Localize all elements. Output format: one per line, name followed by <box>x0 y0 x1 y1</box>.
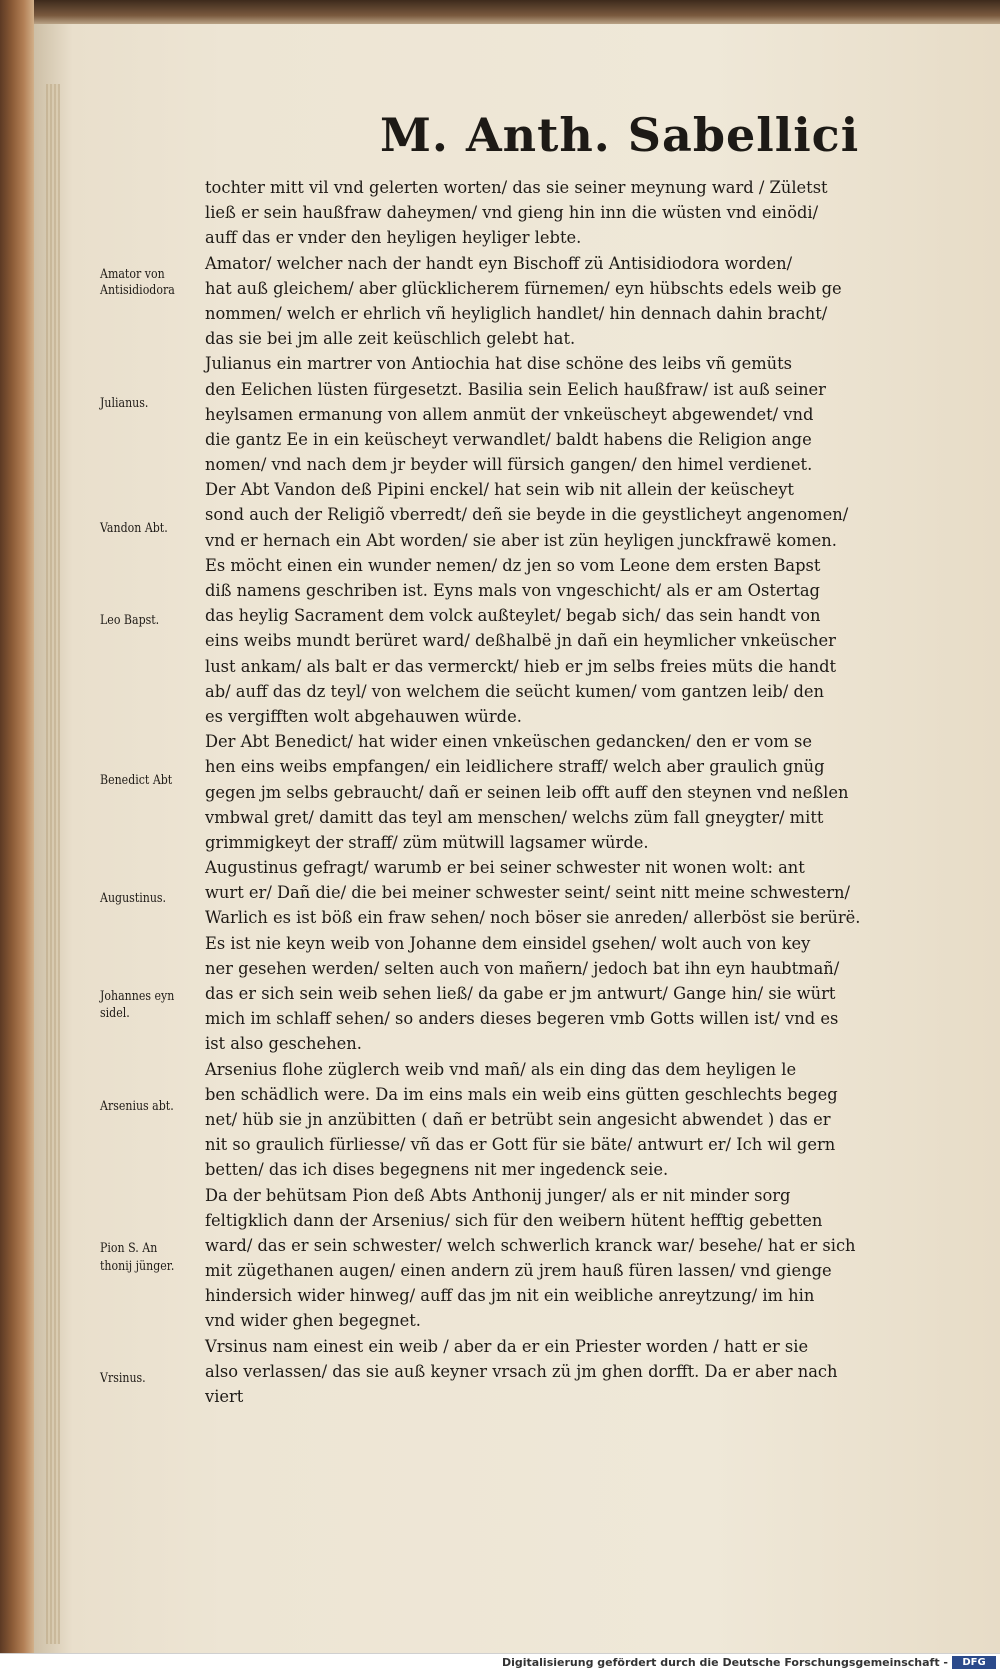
margin-note: Vrsinus. <box>100 1371 146 1386</box>
text-line: den Eelichen lüsten fürgesetzt. Basilia sein Eelich haußfraw/ ist auß seiner <box>205 379 826 399</box>
text-line: gegen jm selbs gebraucht/ dañ er seinen leib offt auff den steynen vnd neßlen <box>205 782 849 802</box>
dfg-logo: DFG <box>952 1656 996 1669</box>
funding-credit: Digitalisierung gefördert durch die Deutsche Forschungsgemeinschaft - <box>501 1656 948 1669</box>
margin-note: Antisidiodora <box>100 283 175 298</box>
text-line: betten/ das ich dises begegnens nit mer ingedenck seie. <box>205 1160 669 1180</box>
text-line: das er sich sein weib sehen ließ/ da gabe er jm antwurt/ Gange hin/ sie würt <box>205 984 836 1003</box>
text-line: nit so graulich fürliesse/ vñ das er Gott für sie bäte/ antwurt er/ Ich wil gern <box>205 1135 836 1155</box>
text-line: Da der behütsam Pion deß Abts Anthonij junger/ als er nit minder sorg <box>205 1185 791 1205</box>
text-line: Vrsinus nam einest ein weib / aber da er ein Priester worden / hatt er sie <box>205 1336 809 1356</box>
text-line: hindersich wider hinweg/ auff das jm nit ein weibliche anreytzung/ im hin <box>205 1286 815 1306</box>
margin-note: sidel. <box>100 1006 130 1021</box>
text-line: vnd wider ghen begegnet. <box>205 1311 421 1331</box>
text-line: Der Abt Vandon deß Pipini enckel/ hat sein wib nit allein der keüscheyt <box>205 480 794 500</box>
margin-note: Benedict Abt <box>100 773 173 788</box>
text-line: net/ hüb sie jn anzübitten ( dañ er betrübt sein angesicht abwendet ) das er <box>205 1109 831 1129</box>
margin-note: Julianus. <box>100 396 149 411</box>
text-line: auff das er vnder den heyligen heyliger lebte. <box>205 228 582 248</box>
text-line: ab/ auff das dz teyl/ von welchem die seücht kumen/ vom gantzen leib/ den <box>205 681 825 701</box>
text-line: heylsamen ermanung von allem anmüt der vnkeüscheyt abgewendet/ vnd <box>205 404 814 424</box>
text-line: Der Abt Benedict/ hat wider einen vnkeüschen gedancken/ den er vom se <box>205 732 812 752</box>
text-line: diß namens geschriben ist. Eyns mals von vngeschicht/ als er am Ostertag <box>205 581 820 600</box>
text-line: nomen/ vnd nach dem jr beyder will fürsich gangen/ den himel verdienet. <box>205 455 813 475</box>
body-text <box>205 175 915 1409</box>
text-line: hat auß gleichem/ aber glücklicherem fürnemen/ eyn hübschts edels weib ge <box>205 278 842 298</box>
text-line: Amator/ welcher nach der handt eyn Bischoff zü Antisidiodora worden/ <box>205 253 793 273</box>
text-line: wurt er/ Dañ die/ die bei meiner schwester seint/ seint nitt meine schwestern/ <box>205 883 851 903</box>
text-line: tochter mitt vil vnd gelerten worten/ das sie seiner meynung ward / Zületst <box>205 178 828 197</box>
text-line: mit zügethanen augen/ einen andern zü jrem hauß füren lassen/ vnd gienge <box>205 1261 832 1281</box>
text-line: die gantz Ee in ein keüscheyt verwandlet/ baldt habens die Religion ange <box>205 429 812 449</box>
text-line: viert <box>205 1387 244 1406</box>
text-line: ner gesehen werden/ selten auch von mañern/ jedoch bat ihn eyn haubtmañ/ <box>205 958 840 978</box>
margin-note: Pion S. An <box>100 1241 158 1256</box>
text-line: sond auch der Religiõ vberredt/ deñ sie beyde in die geystlicheyt angenomen/ <box>205 505 849 525</box>
margin-note: Leo Bapst. <box>100 613 160 628</box>
text-line: ben schädlich were. Da im eins mals ein weib eins gütten geschlechts begeg <box>205 1084 838 1104</box>
text-line: vnd er hernach ein Abt worden/ sie aber ist zün heyligen junckfrawë komen. <box>205 530 837 550</box>
margin-note: Augustinus. <box>100 891 167 906</box>
book-spine-edge <box>0 0 34 1672</box>
margin-note: Arsenius abt. <box>100 1099 174 1114</box>
text-line: Es möcht einen ein wunder nemen/ dz jen so vom Leone dem ersten Bapst <box>205 555 821 575</box>
margin-note: Vandon Abt. <box>100 521 168 536</box>
margin-note: Amator von <box>100 267 165 282</box>
digitization-footer <box>0 1653 1000 1672</box>
running-title: M. Anth. Sabellici <box>380 108 860 162</box>
text-line: Augustinus gefragt/ warumb er bei seiner schwester nit wonen wolt: ant <box>205 858 805 878</box>
text-line: vmbwal gret/ damitt das teyl am menschen/ welchs züm fall gneygter/ mitt <box>205 807 824 827</box>
book-top-edge <box>0 0 1000 26</box>
text-line: hen eins weibs empfangen/ ein leidlichere straff/ welch aber graulich gnüg <box>205 757 825 777</box>
text-line: eins weibs mundt berüret ward/ deßhalbë jn dañ ein heymlicher vnkeüscher <box>205 631 836 651</box>
text-line: ließ er sein haußfraw daheymen/ vnd gieng hin inn die wüsten vnd einödi/ <box>205 203 819 223</box>
page-stack-edge <box>46 84 60 1644</box>
text-line: feltigklich dann der Arsenius/ sich für den weibern hütent hefftig gebetten <box>205 1210 823 1230</box>
text-line: Arsenius flohe züglerch weib vnd mañ/ als ein ding das dem heyligen le <box>205 1059 797 1079</box>
text-line: also verlassen/ das sie auß keyner vrsach zü jm ghen dorfft. Da er aber nach <box>205 1361 838 1381</box>
text-line: nommen/ welch er ehrlich vñ heyliglich handlet/ hin dennach dahin bracht/ <box>205 303 828 323</box>
text-line: das sie bei jm alle zeit keüschlich gelebt hat. <box>205 329 576 349</box>
text-line: lust ankam/ als balt er das vermerckt/ hieb er jm selbs freies müts die handt <box>205 656 837 676</box>
text-line: das heylig Sacrament dem volck außteylet/ begab sich/ das sein handt von <box>205 606 821 626</box>
text-line: Julianus ein martrer von Antiochia hat dise schöne des leibs vñ gemüts <box>205 354 793 374</box>
text-line: ward/ das er sein schwester/ welch schwerlich kranck war/ besehe/ hat er sich <box>205 1235 856 1255</box>
text-line: Warlich es ist böß ein fraw sehen/ noch böser sie anreden/ allerböst sie berürë. <box>205 908 861 928</box>
margin-note: Johannes eyn <box>100 989 175 1004</box>
text-line: ist also geschehen. <box>205 1034 362 1054</box>
text-line: es vergifften wolt abgehauwen würde. <box>205 706 522 726</box>
text-line: mich im schlaff sehen/ so anders dieses begeren vmb Gotts willen ist/ vnd es <box>205 1009 839 1029</box>
text-line: grimmigkeyt der straff/ züm mütwill lagsamer würde. <box>205 832 649 852</box>
margin-note: thonij jünger. <box>100 1259 175 1274</box>
text-line: Es ist nie keyn weib von Johanne dem einsidel gsehen/ wolt auch von key <box>205 933 811 953</box>
